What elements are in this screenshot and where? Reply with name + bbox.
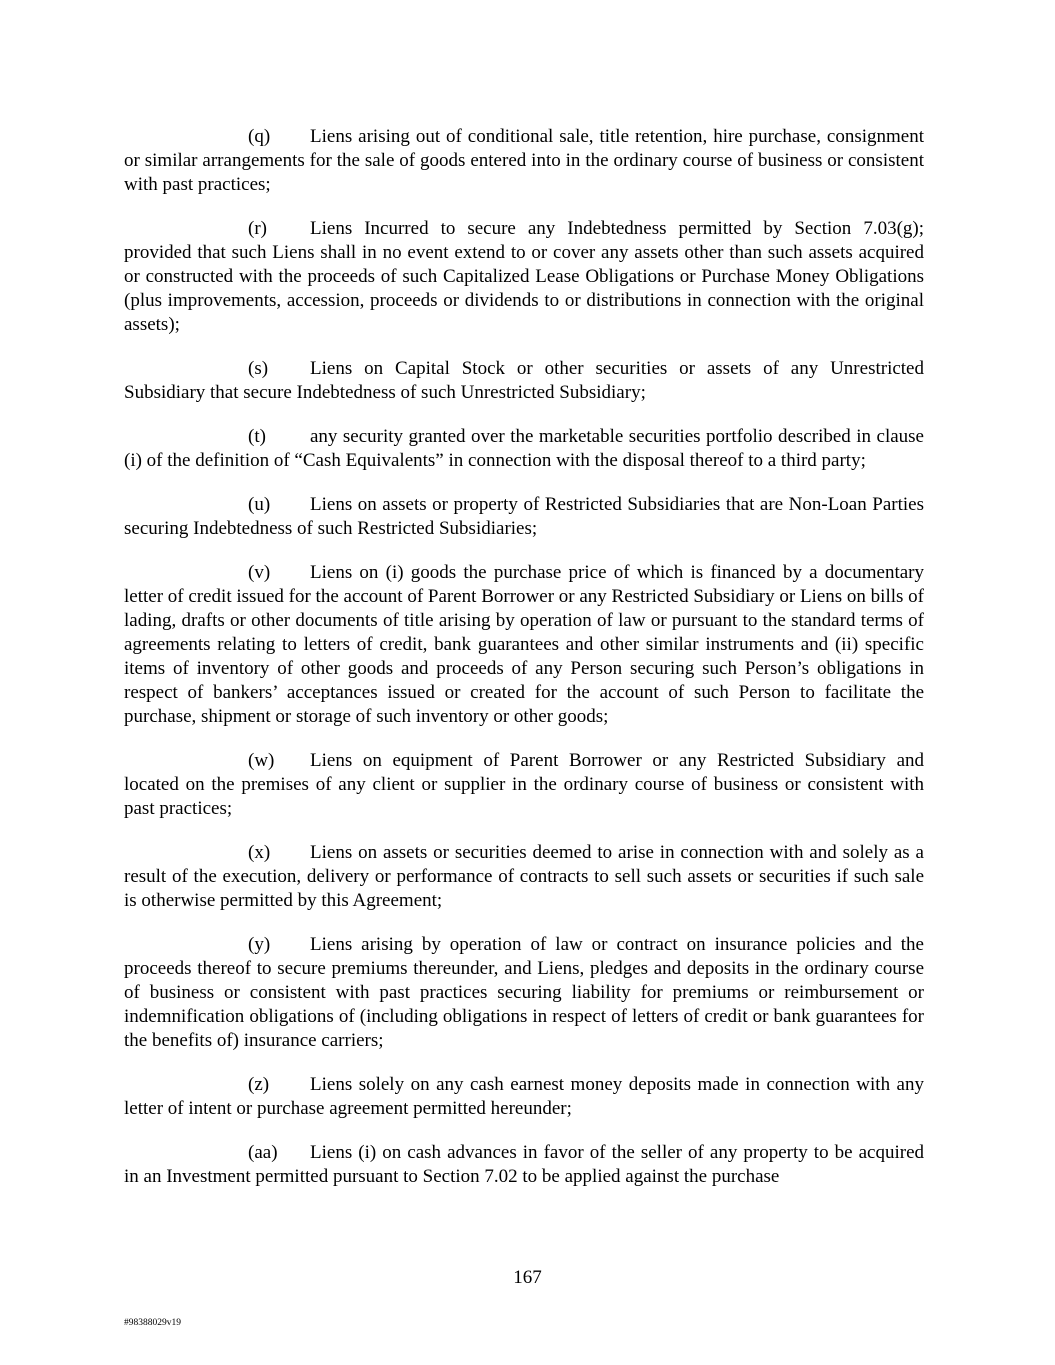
clause-aa: [124, 1141, 924, 1189]
clause-v: [124, 561, 924, 729]
clause-label: (v): [248, 562, 271, 583]
clause-t: [124, 425, 924, 473]
clause-x: [124, 841, 924, 913]
clause-y: [124, 933, 924, 1053]
clause-label: (u): [248, 494, 271, 515]
clause-text: Liens on (i) goods the purchase price of which is financed by a documentary letter of credit issued for the account of Parent Borrower or any Restricted Subsidiary or Liens on bills of lading, drafts or other documents of title arising by operation of law or pursuant to the standard terms of agreements relating to letters of credit, bank guarantees and other similar instruments and (ii) specific items of inventory of other goods and proceeds of any Person securing such Person’s obligations in respect of bankers’ acceptances issued or created for the account of such Person to facilitate the purchase, shipment or storage of such inventory or other goods;: [124, 562, 924, 727]
clause-w: [124, 749, 924, 821]
clause-label: (x): [248, 842, 271, 863]
clause-text: Liens on assets or securities deemed to arise in connection with and solely as a result of the execution, delivery or performance of contracts to sell such assets or securities if such sale is otherwise permitted by this Agreement;: [124, 842, 924, 911]
clause-label: (t): [248, 426, 266, 447]
clause-text: Liens arising by operation of law or contract on insurance policies and the proceeds thereof to secure premiums thereunder, and Liens, pledges and deposits in the ordinary course of business or consistent with past practices securing liability for premiums or reimbursement or indemnification obligations of (including obligations in respect of letters of credit or bank guarantees for the benefits of) insurance carriers;: [124, 934, 924, 1051]
clause-text: Liens on assets or property of Restricted Subsidiaries that are Non-Loan Parties securing Indebtedness of such Restricted Subsidiaries;: [124, 494, 924, 539]
clause-text: Liens solely on any cash earnest money deposits made in connection with any letter of intent or purchase agreement permitted hereunder;: [124, 1074, 924, 1119]
clause-text: Liens on Capital Stock or other securities or assets of any Unrestricted Subsidiary that secure Indebtedness of such Unrestricted Subsidiary;: [124, 358, 924, 403]
clause-label: (w): [248, 750, 275, 771]
document-id: #98388029v19: [124, 1318, 181, 1328]
clause-label: (q): [248, 126, 271, 147]
clause-label: (r): [248, 218, 267, 239]
clause-text: Liens on equipment of Parent Borrower or any Restricted Subsidiary and located on the premises of any client or supplier in the ordinary course of business or consistent with past practices;: [124, 750, 924, 819]
clause-u: [124, 493, 924, 541]
clause-z: [124, 1073, 924, 1121]
clause-label: (aa): [248, 1142, 278, 1163]
clause-label: (s): [248, 358, 269, 379]
clause-label: (y): [248, 934, 271, 955]
document-body: [124, 125, 924, 1189]
page-number: 167: [513, 1267, 542, 1288]
clause-text: Liens Incurred to secure any Indebtedness permitted by Section 7.03(g); provided that such Liens shall in no event extend to or cover any assets other than such assets acquired or constructed with the proceeds of such Capitalized Lease Obligations or Purchase Money Obligations (plus improvements, accession, proceeds or dividends to or distributions in connection with the original assets);: [124, 218, 924, 335]
clause-text: any security granted over the marketable securities portfolio described in clause (i) of the definition of “Cash Equivalents” in connection with the disposal thereof to a third party;: [124, 426, 924, 471]
clause-label: (z): [248, 1074, 270, 1095]
clause-q: [124, 125, 924, 197]
clause-s: [124, 357, 924, 405]
clause-text: Liens (i) on cash advances in favor of the seller of any property to be acquired in an Investment permitted pursuant to Section 7.02 to be applied against the purchase: [124, 1142, 924, 1187]
clause-r: [124, 217, 924, 337]
clause-text: Liens arising out of conditional sale, title retention, hire purchase, consignment or similar arrangements for the sale of goods entered into in the ordinary course of business or consistent with past practices;: [124, 126, 924, 195]
